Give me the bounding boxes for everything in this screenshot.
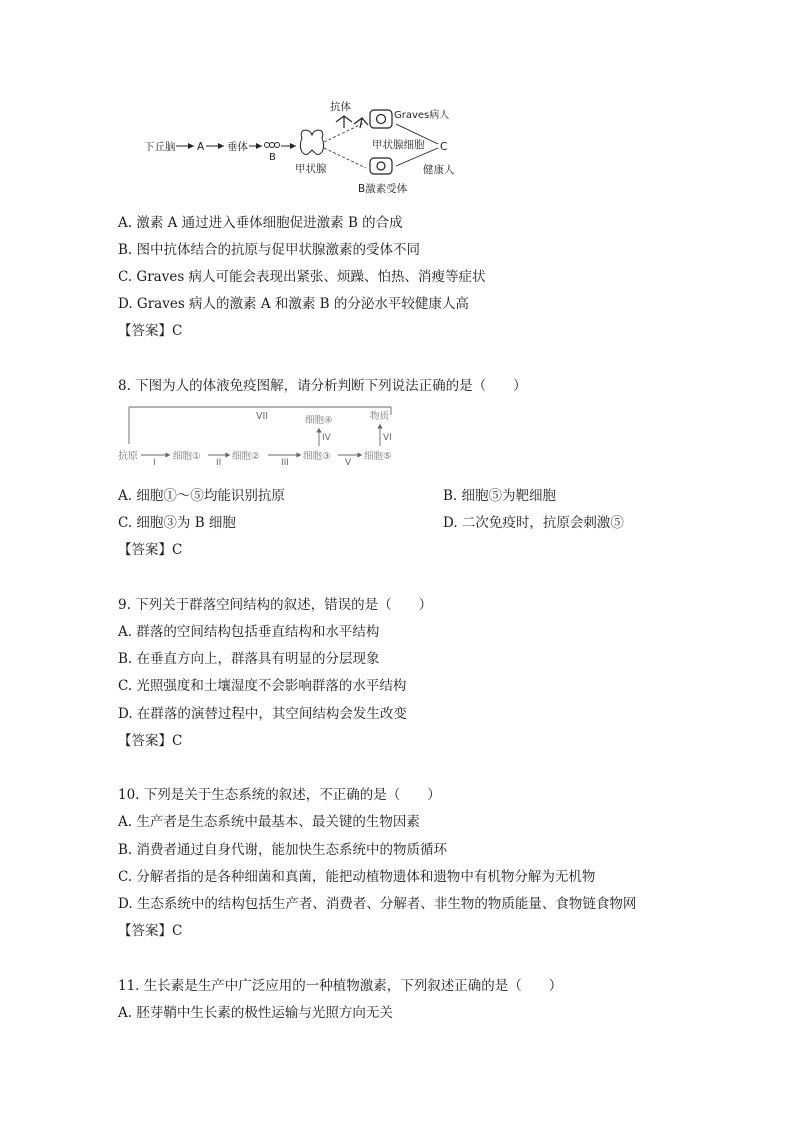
q8-answer: 【答案】C	[118, 542, 183, 558]
hormone-b-label: B	[269, 152, 276, 163]
q10-option-a: A. 生产者是生态系统中最基本、最关键的生物因素	[118, 814, 420, 830]
q7-option-d: D. Graves 病人的激素 A 和激素 B 的分泌水平较健康人高	[118, 296, 469, 312]
graves-label: Graves病人	[394, 110, 450, 121]
antibody-icon	[336, 116, 368, 128]
q8-option-a: A. 细胞①～⑤均能识别抗原	[118, 488, 285, 504]
cell3-label: 细胞③	[303, 451, 331, 462]
q10-stem: 10. 下列是关于生态系统的叙述，不正确的是（ ）	[118, 787, 441, 803]
hormone-a-label: A	[197, 141, 205, 153]
hypothalamus-label: 下丘脑	[144, 141, 176, 153]
q10-option-d: D. 生态系统中的结构包括生产者、消费者、分解者、非生物的物质能量、食物链食物网	[118, 896, 637, 912]
roman-iii: III	[281, 458, 289, 465]
q10-option-c: C. 分解者指的是各种细菌和真菌，能把动植物遗体和遗物中有机物分解为无机物	[118, 869, 596, 885]
roman-iv: IV	[322, 433, 331, 443]
cell1-label: 细胞①	[173, 451, 201, 462]
q8-stem: 8. 下图为人的体液免疫图解，请分析判断下列说法正确的是（ ）	[118, 378, 527, 394]
cell4-label: 细胞④	[305, 415, 333, 426]
antibody-label: 抗体	[330, 101, 351, 113]
healthy-thyroid-cell-icon	[370, 158, 392, 174]
q11-stem: 11. 生长素是生产中广泛应用的一种植物激素，下列叙述正确的是（ ）	[118, 978, 563, 994]
roman-i: I	[153, 458, 156, 465]
roman-vi: VI	[383, 433, 392, 443]
cell5-label: 细胞⑤	[364, 451, 392, 462]
healthy-cell-nucleus-icon	[377, 162, 385, 170]
q9-option-b: B. 在垂直方向上，群落具有明显的分层现象	[118, 651, 380, 667]
q11-option-a: A. 胚芽鞘中生长素的极性运输与光照方向无关	[118, 1005, 393, 1021]
roman-vii: VII	[256, 411, 269, 422]
graves-thyroid-cell-icon	[370, 110, 392, 128]
immunity-diagram	[118, 401, 408, 465]
substance-label: 物质	[370, 411, 390, 422]
q9-option-a: A. 群落的空间结构包括垂直结构和水平结构	[118, 624, 380, 640]
antigen-label: 抗原	[118, 451, 138, 462]
q9-option-c: C. 光照强度和土壤湿度不会影响群落的水平结构	[118, 678, 407, 694]
q9-option-d: D. 在群落的演替过程中，其空间结构会发生改变	[118, 706, 407, 722]
q9-answer: 【答案】C	[118, 733, 183, 749]
q8-option-c: C. 细胞③为 B 细胞	[118, 515, 236, 531]
hormone-b-molecules-icon	[265, 143, 280, 148]
q9-stem: 9. 下列关于群落空间结构的叙述，错误的是（ ）	[118, 597, 433, 613]
q8-option-d: D. 二次免疫时，抗原会刺激⑤	[443, 515, 624, 531]
q7-option-b: B. 图中抗体结合的抗原与促甲状腺激素的受体不同	[118, 242, 421, 258]
hormone-c-label: C	[440, 141, 448, 153]
cell2-label: 细胞②	[232, 451, 260, 462]
roman-ii: II	[216, 458, 222, 465]
thyroid-gland-icon	[300, 130, 323, 154]
q8-option-b: B. 细胞⑤为靶细胞	[443, 488, 557, 504]
graves-diagram	[140, 98, 480, 194]
receptor-label: B激素受体	[358, 183, 408, 194]
thyroid-cell-label: 甲状腺细胞	[372, 139, 425, 151]
q7-answer: 【答案】C	[118, 323, 183, 339]
dash-to-graves	[324, 122, 366, 142]
healthy-label: 健康人	[423, 164, 455, 176]
q7-option-a: A. 激素 A 通过进入垂体细胞促进激素 B 的合成	[118, 215, 403, 231]
q10-answer: 【答案】C	[118, 923, 183, 939]
graves-cell-nucleus-icon	[377, 115, 386, 124]
roman-v: V	[345, 458, 352, 465]
q7-option-c: C. Graves 病人可能会表现出紧张、烦躁、怕热、消瘦等症状	[118, 269, 486, 285]
thyroid-label: 甲状腺	[295, 163, 327, 175]
pituitary-label: 垂体	[227, 141, 248, 153]
dash-to-healthy	[324, 148, 366, 168]
q10-option-b: B. 消费者通过自身代谢，能加快生态系统中的物质循环	[118, 842, 448, 858]
